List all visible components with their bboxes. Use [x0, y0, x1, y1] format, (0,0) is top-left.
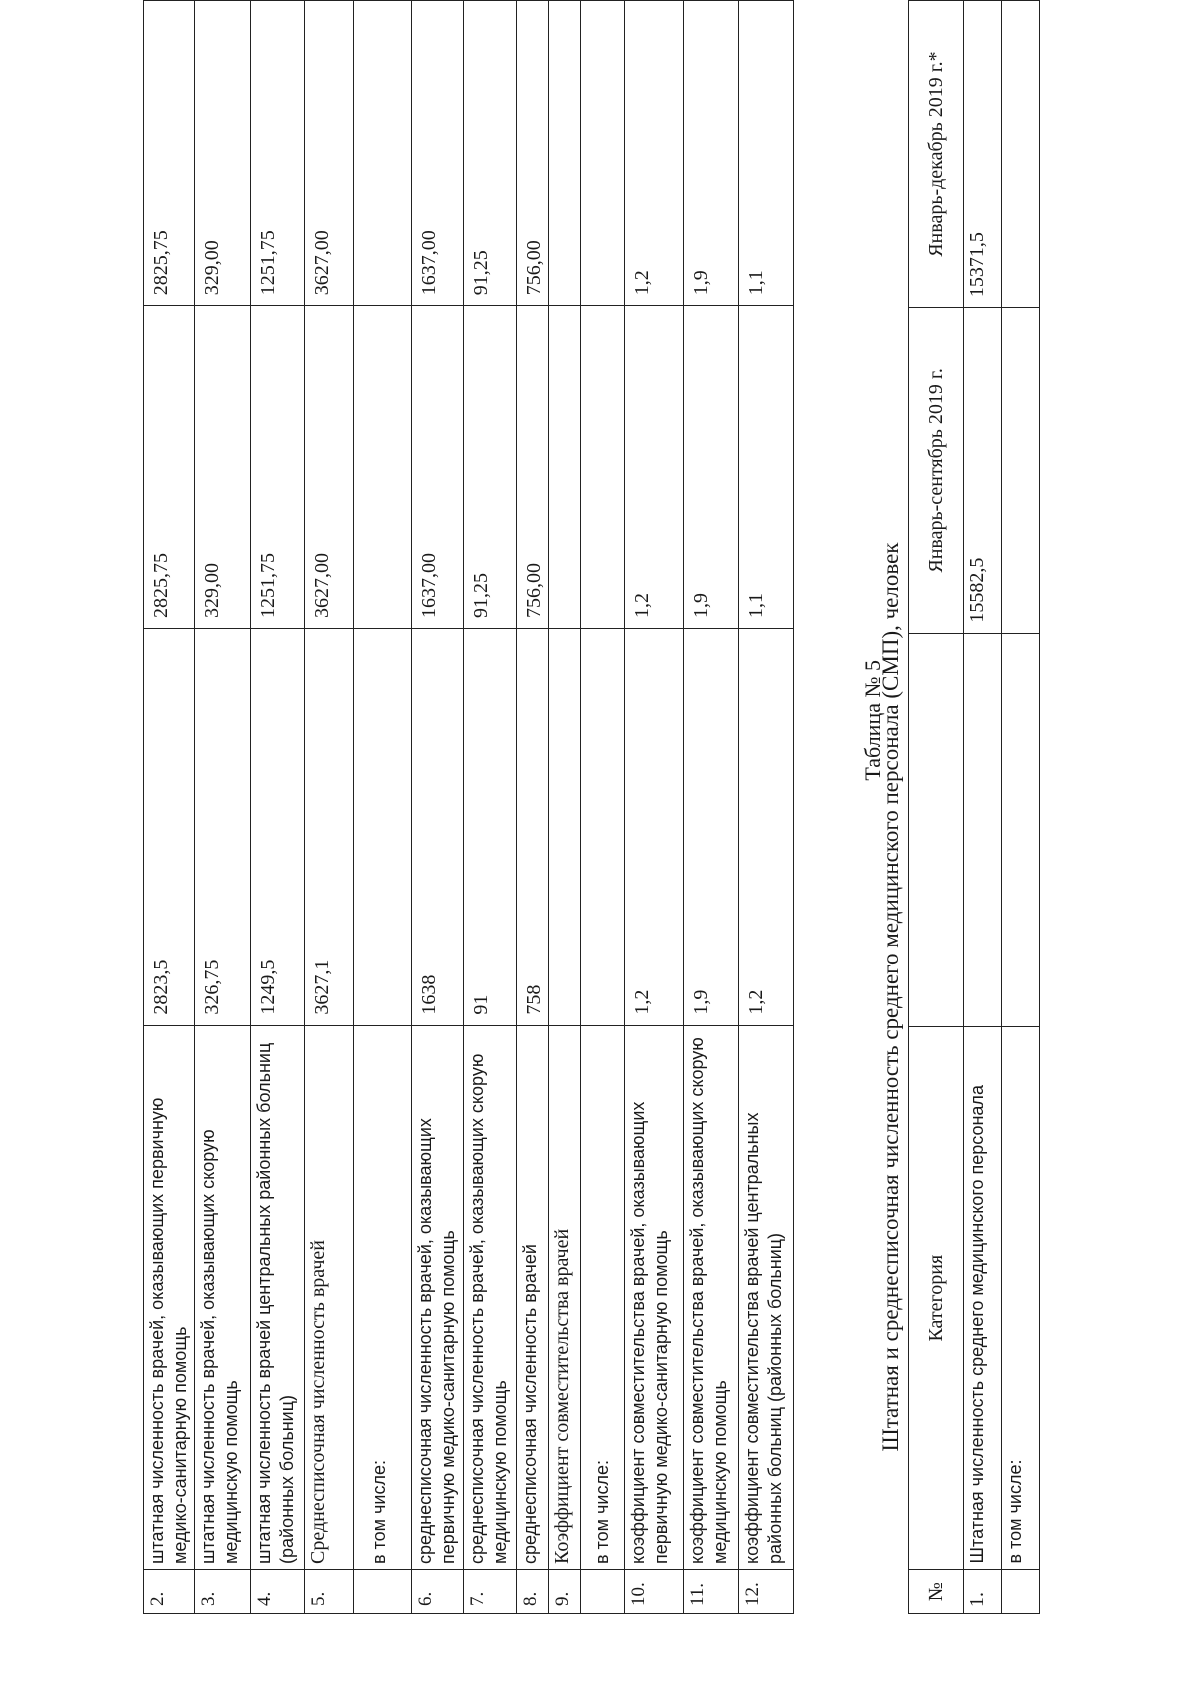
value-cell — [964, 633, 1002, 1026]
row-number: 2. — [144, 1569, 195, 1613]
value-cell: 91 — [464, 629, 517, 1026]
category-cell: в том числе: — [1002, 1026, 1040, 1570]
category-cell: коэффициент совместительства врачей, оказывающих скорую медицинскую помощь — [684, 1025, 739, 1569]
value-cell: 1251,75 — [251, 1, 305, 306]
row-number: 5. — [305, 1569, 354, 1613]
nursing-staff-table — [908, 0, 1040, 1614]
value-cell — [549, 1, 581, 306]
row-number: 11. — [684, 1569, 739, 1613]
category-cell: коэффициент совместительства врачей центральных районных больниц (районных больниц) — [739, 1025, 794, 1569]
value-cell: 2825,75 — [144, 306, 195, 629]
row-number: 12. — [739, 1569, 794, 1613]
table-row — [195, 1, 251, 1614]
value-cell — [549, 306, 581, 629]
value-cell: 1251,75 — [251, 306, 305, 629]
value-cell: 15371,5 — [964, 1, 1002, 308]
table-row — [549, 1, 581, 1614]
category-cell: среднесписочная численность врачей, оказывающих первичную медико-санитарную помощь — [412, 1025, 464, 1569]
value-cell: 329,00 — [195, 1, 251, 306]
row-number: 4. — [251, 1569, 305, 1613]
value-cell: 756,00 — [517, 306, 549, 629]
table-row — [354, 1, 412, 1614]
table-row — [464, 1, 517, 1614]
row-number — [581, 1569, 625, 1613]
value-cell: 1,2 — [625, 629, 684, 1026]
row-number — [1002, 1570, 1040, 1614]
table-row — [251, 1, 305, 1614]
value-cell: 1249,5 — [251, 629, 305, 1026]
row-number: 7. — [464, 1569, 517, 1613]
row-number — [354, 1569, 412, 1613]
value-cell — [581, 306, 625, 629]
value-cell — [354, 629, 412, 1026]
value-cell: 1,9 — [684, 306, 739, 629]
value-cell: 756,00 — [517, 1, 549, 306]
value-cell: 1,1 — [739, 1, 794, 306]
category-cell: Коэффициент совместительства врачей — [549, 1025, 581, 1569]
table-row — [684, 1, 739, 1614]
table-row — [517, 1, 549, 1614]
value-cell: 2825,75 — [144, 1, 195, 306]
value-cell: 91,25 — [464, 1, 517, 306]
value-cell — [354, 306, 412, 629]
value-cell: 91,25 — [464, 306, 517, 629]
category-cell: среднесписочная численность врачей, оказывающих скорую медицинскую помощь — [464, 1025, 517, 1569]
column-header-category: Категория — [909, 1026, 964, 1570]
value-cell — [1002, 1, 1040, 308]
value-cell: 15582,5 — [964, 308, 1002, 634]
table-row — [739, 1, 794, 1614]
column-header-period-3: Январь-декабрь 2019 г.* — [909, 1, 964, 308]
table-row — [625, 1, 684, 1614]
category-cell: в том числе: — [581, 1025, 625, 1569]
category-cell: Среднесписочная численность врачей — [305, 1025, 354, 1569]
value-cell: 3627,1 — [305, 629, 354, 1026]
value-cell: 2823,5 — [144, 629, 195, 1026]
table-row — [412, 1, 464, 1614]
category-cell: штатная численность врачей, оказывающих первичную медико-санитарную помощь — [144, 1025, 195, 1569]
value-cell — [581, 1, 625, 306]
category-cell: штатная численность врачей, оказывающих скорую медицинскую помощь — [195, 1025, 251, 1569]
value-cell: 1,9 — [684, 629, 739, 1026]
value-cell: 1637,00 — [412, 1, 464, 306]
category-cell: штатная численность врачей центральных районных больниц (районных больниц) — [251, 1025, 305, 1569]
value-cell: 1,9 — [684, 1, 739, 306]
value-cell: 326,75 — [195, 629, 251, 1026]
table-row — [1002, 1, 1040, 1614]
category-cell: Штатная численность среднего медицинского персонала — [964, 1026, 1002, 1570]
physicians-staffing-table — [143, 0, 794, 1614]
row-number: 10. — [625, 1569, 684, 1613]
table-row — [305, 1, 354, 1614]
row-number: 9. — [549, 1569, 581, 1613]
table-header-row — [909, 1, 964, 1614]
value-cell: 1637,00 — [412, 306, 464, 629]
value-cell: 1,2 — [739, 629, 794, 1026]
category-cell: коэффициент совместительства врачей, оказывающих первичную медико-санитарную помощь — [625, 1025, 684, 1569]
value-cell: 1,2 — [625, 306, 684, 629]
table-title: Штатная и среднесписочная численность среднего медицинского персонала (СМП), человек — [878, 542, 903, 1452]
column-header-period-1 — [909, 633, 964, 1026]
column-header-number: № — [909, 1570, 964, 1614]
value-cell: 1,2 — [625, 1, 684, 306]
row-number: 3. — [195, 1569, 251, 1613]
column-header-period-2: Январь-сентябрь 2019 г. — [909, 308, 964, 634]
table-row — [964, 1, 1002, 1614]
table-row — [144, 1, 195, 1614]
value-cell — [1002, 308, 1040, 634]
table-row — [581, 1, 625, 1614]
value-cell: 3627,00 — [305, 1, 354, 306]
value-cell: 1638 — [412, 629, 464, 1026]
value-cell — [549, 629, 581, 1026]
value-cell — [581, 629, 625, 1026]
table-number-label: Таблица № 5 — [860, 660, 885, 781]
row-number: 1. — [964, 1570, 1002, 1614]
row-number: 8. — [517, 1569, 549, 1613]
category-cell: среднесписочная численность врачей — [517, 1025, 549, 1569]
row-number: 6. — [412, 1569, 464, 1613]
value-cell: 3627,00 — [305, 306, 354, 629]
value-cell: 758 — [517, 629, 549, 1026]
value-cell — [354, 1, 412, 306]
value-cell — [1002, 633, 1040, 1026]
value-cell: 1,1 — [739, 306, 794, 629]
value-cell: 329,00 — [195, 306, 251, 629]
category-cell: в том числе: — [354, 1025, 412, 1569]
